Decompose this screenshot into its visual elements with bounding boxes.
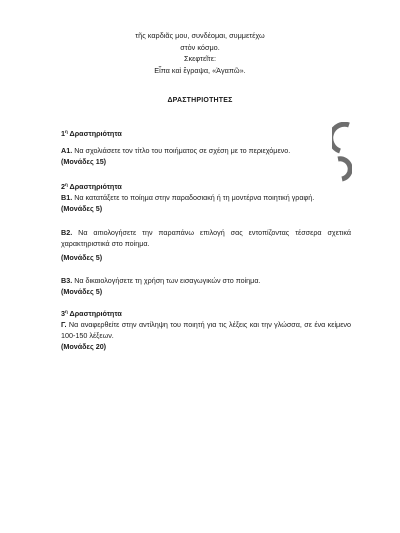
question-b1: Β1. Να κατατάξετε το ποίημα στην παραδοσιακή ή τη μοντέρνα ποιητική γραφή.: [61, 193, 315, 202]
activity-title: $2^\eta$ Δραστηριότητα: [61, 182, 122, 191]
poem-line: στὸν κόσμο.: [180, 42, 220, 52]
activity-3: [61, 308, 351, 352]
question-b3: Β3. Να δικαιολογήσετε τη χρήση των εισαγωγικών στο ποίημα.: [61, 276, 261, 285]
marks-b3: (Μονάδες 5): [61, 287, 103, 296]
marks-a1: (Μονάδες 15): [61, 157, 107, 166]
arc-decoration-icon: [332, 122, 356, 156]
marks-b1: (Μονάδες 5): [61, 204, 103, 213]
activity-2: [61, 181, 351, 297]
activity-title: $1^\eta$ Δραστηριότητα: [61, 129, 122, 138]
poem-line: Εἶπα καὶ ἔγραψα, «Ἀγαπῶ».: [154, 65, 246, 75]
question-c: Γ. Να αναφερθείτε στην αντίληψη του ποιητή για τις λέξεις και την γλώσσα, σε ένα κείμενο 100-150 λέξεων.: [61, 320, 351, 340]
poem-line: τῆς καρδιᾶς μου, συνδέομαι, συμμετέχω: [135, 31, 265, 40]
activity-1: [61, 128, 351, 167]
marks-c: (Μονάδες 20): [61, 342, 107, 351]
activity-title: $3^\eta$ Δραστηριότητα: [61, 309, 122, 318]
poem-line: Σκεφτεῖτε:: [184, 54, 216, 63]
activities-heading: ΔΡΑΣΤΗΡΙΟΤΗΤΕΣ: [167, 97, 233, 104]
marks-b2: (Μονάδες 5): [61, 253, 103, 262]
question-b2: Β2. Να αιτιολογήσετε την παραπάνω επιλογή σας εντοπίζοντας τέσσερα σχετικά χαρακτηριστικά στο ποίημα.: [61, 228, 351, 248]
poem-excerpt: [0, 30, 400, 76]
arc-decoration-icon: [330, 156, 352, 184]
question-a1: Α1. Να σχολιάσετε τον τίτλο του ποιήματος σε σχέση με το περιεχόμενο.: [61, 146, 291, 155]
